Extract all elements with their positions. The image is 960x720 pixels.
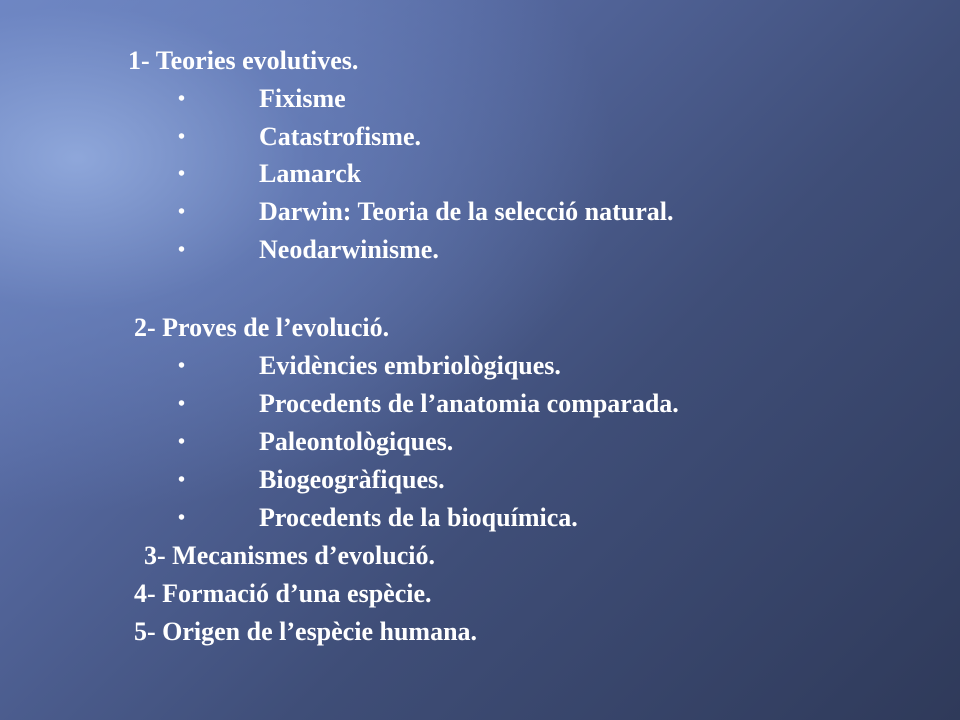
section-2-item: Biogeogràfiques. [259, 465, 445, 494]
bullet-icon: • [178, 469, 186, 491]
bullet-icon: • [178, 355, 186, 377]
bullet-icon: • [178, 201, 186, 223]
section-1-item: Darwin: Teoria de la selecció natural. [259, 197, 674, 226]
section-1-item: Catastrofisme. [259, 122, 421, 151]
section-2-item: Evidències embriològiques. [259, 351, 561, 380]
section-4-heading: 4- Formació d’una espècie. [134, 579, 432, 608]
bullet-icon: • [178, 163, 186, 185]
bullet-icon: • [178, 239, 186, 261]
section-2-item: Procedents de la bioquímica. [259, 503, 578, 532]
bullet-icon: • [178, 431, 186, 453]
section-2-item: Procedents de l’anatomia comparada. [259, 389, 679, 418]
section-5-heading: 5- Origen de l’espècie humana. [134, 617, 478, 646]
section-3-heading: 3- Mecanismes d’evolució. [144, 541, 436, 570]
section-2-heading: 2- Proves de l’evolució. [134, 313, 390, 342]
bullet-icon: • [178, 393, 186, 415]
section-1-item: Neodarwinisme. [259, 235, 439, 264]
bullet-icon: • [178, 507, 186, 529]
bullet-icon: • [178, 88, 186, 110]
section-1-item: Fixisme [259, 84, 346, 113]
section-1-heading: 1- Teories evolutives. [128, 46, 359, 75]
section-2-item: Paleontològiques. [259, 427, 454, 456]
bullet-icon: • [178, 126, 186, 148]
section-1-item: Lamarck [259, 159, 362, 188]
